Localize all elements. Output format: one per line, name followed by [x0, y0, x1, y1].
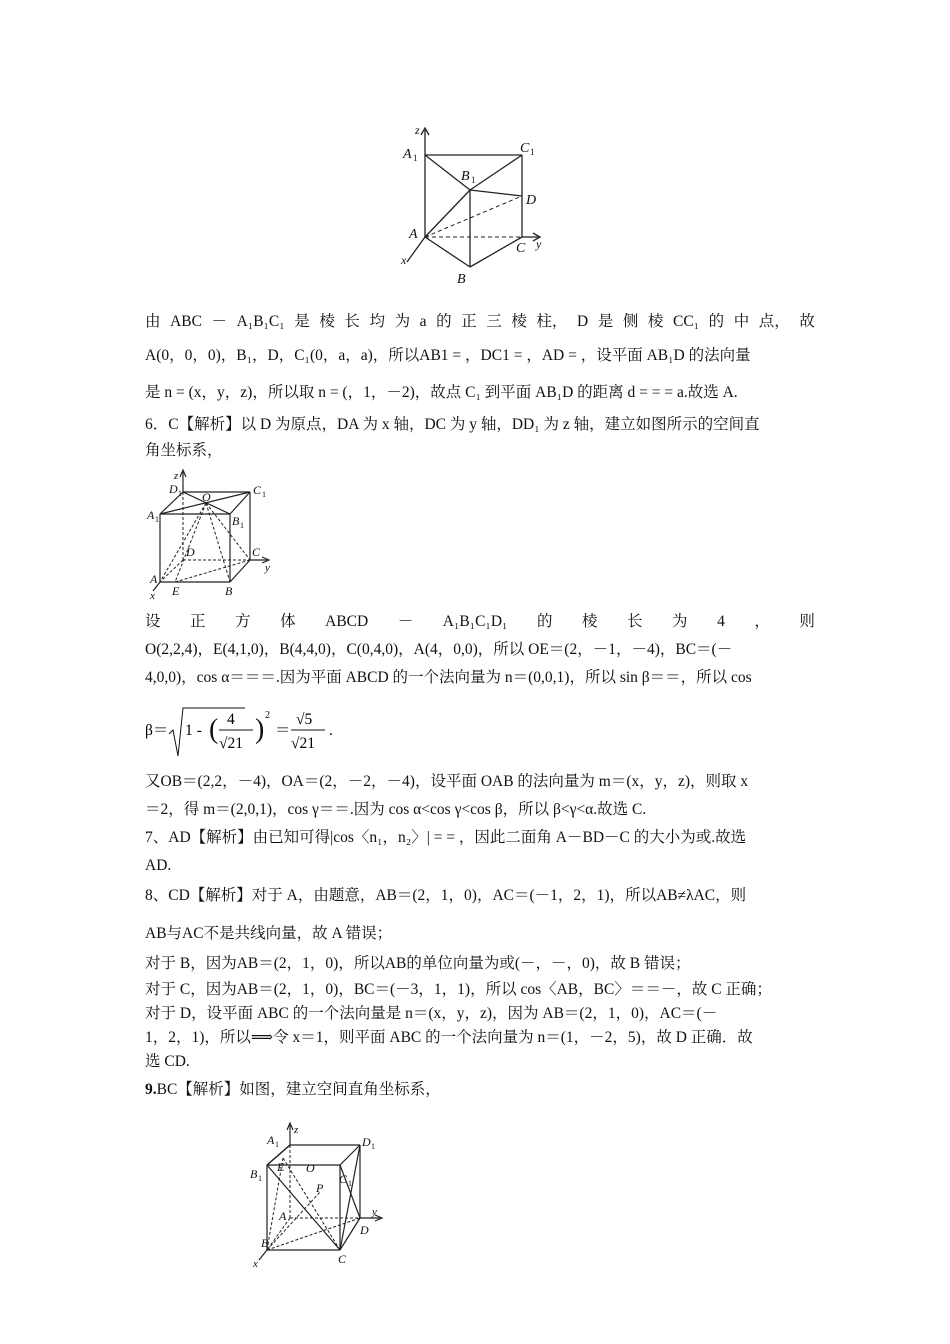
- svg-text:1: 1: [155, 515, 159, 524]
- q6-line2: 角坐标系，: [145, 442, 223, 459]
- svg-text:2: 2: [265, 710, 270, 721]
- q8-line7: 选 CD.: [145, 1053, 190, 1070]
- label-a1: A: [403, 147, 412, 162]
- svg-text:D: D: [362, 1135, 371, 1149]
- q7-line2: AD.: [145, 857, 172, 874]
- svg-text:x: x: [253, 1258, 258, 1270]
- label-x: x: [401, 253, 407, 267]
- svg-text:C: C: [252, 545, 261, 559]
- svg-text:E: E: [172, 584, 180, 598]
- p1-line2: A(0，0，0)，B₁，D，C₁(0，a，a)，所以AB1 = ，DC1 = ，AD = ，设平面 AB₁D 的法向量: [145, 347, 751, 364]
- q8-line1: 8、CD【解析】对于 A，由题意，AB＝(2，1，0)，AC＝(－1，2，1)，所以AB≠λAC，则: [145, 887, 747, 904]
- svg-text:√5: √5: [296, 711, 313, 728]
- svg-text:A: A: [150, 572, 158, 586]
- svg-text:D: D: [186, 545, 195, 559]
- svg-text:.: .: [329, 722, 333, 739]
- q7-line1: 7、AD【解析】由已知可得|cos〈n₁，n₂〉| = = ，因此二面角 A－BD－C 的大小为或.故选: [145, 829, 747, 846]
- svg-text:D: D: [360, 1223, 369, 1237]
- formula-cos-beta: [145, 702, 445, 762]
- svg-text:√21: √21: [219, 735, 244, 752]
- q9-line1: 9.BC【解析】如图，建立空间直角坐标系，: [145, 1081, 441, 1098]
- svg-text:1: 1: [275, 1140, 279, 1149]
- label-c: C: [516, 241, 526, 256]
- svg-text:B: B: [225, 584, 233, 598]
- svg-text:1: 1: [371, 1142, 375, 1151]
- svg-text:z: z: [174, 470, 179, 482]
- q8-line3: 对于 B，因为AB＝(2，1，0)，所以AB的单位向量为或(－，－，0)，故 B 错误；: [145, 955, 691, 972]
- q8-line5: 对于 D，设平面 ABC 的一个法向量是 n＝(x，y，z)，因为 AB＝(2，1，0)，AC＝(－: [145, 1005, 718, 1022]
- label-y: y: [536, 237, 542, 251]
- label-c1: C: [520, 141, 530, 156]
- svg-text:): ): [255, 714, 265, 745]
- svg-text:1: 1: [530, 147, 535, 157]
- svg-text:＝: ＝: [275, 722, 291, 739]
- svg-text:1: 1: [471, 175, 476, 185]
- svg-text:4: 4: [227, 711, 235, 728]
- svg-text:1: 1: [262, 490, 266, 499]
- q6-line8: ＝2，得 m＝(2,0,1)，cos γ＝＝.因为 cos α<cos γ<cos β，所以 β<γ<α.故选 C.: [145, 801, 647, 818]
- svg-text:C: C: [253, 483, 262, 497]
- q8-line6: 1，2，1)，所以⟹令 x＝1，则平面 ABC 的一个法向量为 n＝(1，－2，5)，故 D 正确．故: [145, 1029, 753, 1046]
- label-b1: B: [461, 169, 470, 184]
- svg-text:D: D: [169, 482, 178, 496]
- label-b: B: [457, 272, 466, 287]
- q6-line7: 又OB＝(2,2，－4)，OA＝(2，－2，－4)，设平面 OAB 的法向量为 m＝(x，y，z)，则取 x: [145, 773, 749, 790]
- svg-text:A: A: [279, 1209, 287, 1223]
- p1-line3: 是 n = (x，y，z)，所以取 n = (，1，－2)，故点 C₁ 到平面 AB₁D 的距离 d = = = a.故选 A.: [145, 384, 738, 401]
- svg-text:C: C: [339, 1172, 348, 1186]
- svg-text:A: A: [147, 508, 155, 522]
- svg-text:y: y: [265, 562, 270, 574]
- svg-text:1: 1: [413, 153, 418, 163]
- figure-cube: [145, 467, 280, 602]
- label-z: z: [415, 123, 420, 137]
- svg-text:z: z: [294, 1124, 299, 1136]
- svg-text:1 -: 1 -: [185, 722, 202, 739]
- svg-text:(: (: [209, 714, 219, 745]
- svg-text:O: O: [202, 490, 211, 504]
- label-a: A: [409, 227, 418, 242]
- q6-setup-line: 设 正 方 体 ABCD － A₁B₁C₁D₁ 的 棱 长 为 4 ， 则: [145, 613, 815, 630]
- svg-text:O: O: [306, 1161, 315, 1175]
- svg-text:E: E: [277, 1160, 285, 1174]
- svg-text:1: 1: [240, 521, 244, 530]
- svg-text:A: A: [267, 1133, 275, 1147]
- svg-text:1: 1: [178, 489, 182, 498]
- label-d: D: [526, 193, 537, 208]
- svg-text:x: x: [150, 590, 155, 602]
- svg-text:B: B: [250, 1167, 258, 1181]
- svg-text:B: B: [261, 1236, 269, 1250]
- svg-text:√21: √21: [291, 735, 316, 752]
- svg-text:1: 1: [258, 1174, 262, 1183]
- q8-line4: 对于 C，因为AB＝(2，1，0)，BC＝(－3，1，1)，所以 cos〈AB，BC〉＝＝－，故 C 正确；: [145, 981, 772, 998]
- svg-text:1: 1: [348, 1179, 352, 1188]
- svg-text:B: B: [232, 514, 240, 528]
- q6-line4: O(2,2,4)，E(4,1,0)，B(4,4,0)，C(0,4,0)，A(4，0,0)，所以 OE＝(2，－1，－4)，BC＝(－: [145, 641, 733, 658]
- q6-line5: 4,0,0)，cos α＝＝＝.因为平面 ABCD 的一个法向量为 n＝(0,0,1)，所以 sin β＝＝，所以 cos: [145, 669, 752, 686]
- figure-prism: [395, 122, 555, 292]
- svg-text:y: y: [372, 1206, 377, 1218]
- figure-cube-2: [245, 1120, 395, 1270]
- svg-text:C: C: [338, 1252, 347, 1266]
- svg-text:β＝: β＝: [145, 722, 169, 739]
- q8-line2: AB与AC不是共线向量，故 A 错误；: [145, 925, 393, 942]
- p1-line1: 由 ABC － A₁B₁C₁ 是 棱 长 均 为 a 的 正 三 棱 柱， D 是 侧 棱 CC₁ 的 中 点， 故: [145, 313, 815, 330]
- svg-text:P: P: [316, 1181, 324, 1195]
- q6-line1: 6．C【解析】以 D 为原点，DA 为 x 轴，DC 为 y 轴，DD₁ 为 z 轴，建立如图所示的空间直: [145, 416, 760, 433]
